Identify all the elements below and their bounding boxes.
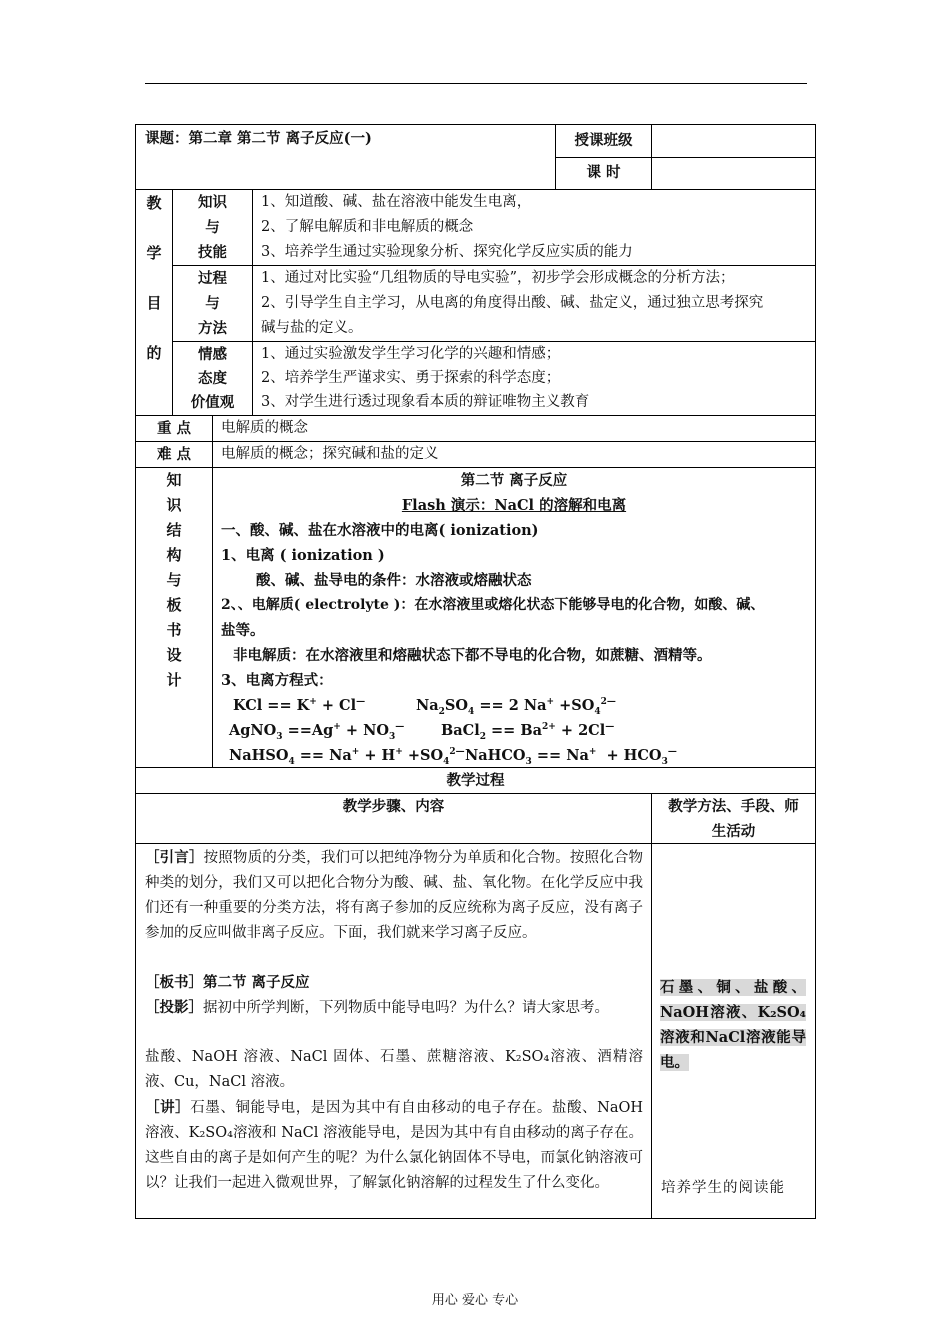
board-tag: ［板书］ bbox=[145, 974, 203, 991]
difficulty-label: 难 点 bbox=[156, 446, 192, 463]
conductive-answer bbox=[660, 975, 806, 1075]
board-line-equations-title: 3、电离方程式： bbox=[221, 672, 333, 689]
objectives-char-3: 目 bbox=[146, 294, 162, 312]
projection-text: 据初中所学判断，下列物质中能导电吗？为什么？请大家思考。 bbox=[203, 1000, 609, 1016]
lesson-title: 课题：第二章 第二节 离子反应(一) bbox=[145, 130, 372, 147]
board-line-electrolyte: 2、、电解质( electrolyte )：在水溶液里或熔化状态下能够导电的化合物，如酸、碱、 bbox=[221, 597, 765, 613]
attitude-label-2: 态度 bbox=[198, 370, 227, 387]
equation-agno3: AgNO$_3$ $==Ag^+ + NO_3^—$ bbox=[229, 722, 405, 742]
board-line-nonelectrolyte: 非电解质：在水溶液里和熔融状态下都不导电的化合物，如蔗糖、酒精等。 bbox=[233, 647, 712, 664]
board-paragraph bbox=[145, 970, 643, 995]
equation-nahso4: NaHSO$_4$ == $Na^+ + H^+ +SO_4^{2—}$ bbox=[229, 747, 465, 767]
intro-text: 按照物质的分类，我们可以把纯净物分为单质和化合物。按照化合物种类的划分，我们又可以把化合物分为酸、碱、盐、氧化物。在化学反应中我们还有一种重要的分类方法，将有离子参加的反应统称为离子反应，没有离子参加的反应叫做非离子反应。下面，我们就来学习离子反应。 bbox=[145, 850, 644, 941]
board-char-9: 计 bbox=[166, 671, 182, 689]
knowledge-line-3: 3、培养学生通过实验现象分析、探究化学反应实质的能力 bbox=[261, 244, 633, 260]
talk-paragraph bbox=[145, 1095, 643, 1196]
class-label: 授课班级 bbox=[574, 132, 633, 149]
key-point-label: 重 点 bbox=[156, 420, 192, 437]
board-char-7: 书 bbox=[166, 621, 182, 639]
process-title: 教学过程 bbox=[446, 772, 505, 789]
projection-tag: ［投影］ bbox=[145, 999, 203, 1016]
board-char-2: 识 bbox=[166, 496, 182, 514]
objectives-char-1: 教 bbox=[146, 194, 162, 212]
steps-header: 教学步骤、内容 bbox=[342, 798, 445, 815]
period-value-cell bbox=[651, 157, 816, 190]
board-char-8: 设 bbox=[166, 646, 182, 664]
projection-paragraph bbox=[145, 995, 643, 1021]
talk-text: 石墨、铜能导电，是因为其中有自由移动的电子存在。盐酸、NaOH 溶液、K₂SO₄溶液和 NaCl 溶液能导电，是因为其中有自由移动的离子存在。这些自由的离子是如何产生的呢？为什么氯化钠固体不导电，而氯化钠溶液可以？让我们一起进入微观世界，了解氯化钠溶解的过程发生了什么变化。 bbox=[145, 1100, 643, 1191]
board-line-condition: 酸、碱、盐导电的条件：水溶液或熔融状态 bbox=[256, 572, 532, 589]
knowledge-label-2: 与 bbox=[205, 219, 220, 236]
reading-note: 培养学生的阅读能 bbox=[661, 1180, 785, 1196]
process-line-2: 2、引导学生自主学习，从电离的角度得出酸、碱、盐定义，通过独立思考探究 bbox=[261, 295, 764, 311]
conductive-answer-text: 石墨、铜、盐酸、NaOH溶液、K₂SO₄溶液和NaCl溶液能导电。 bbox=[660, 979, 806, 1071]
process-line-3: 碱与盐的定义。 bbox=[261, 320, 363, 336]
substance-list: 盐酸、NaOH 溶液、NaCl 固体、石墨、蔗糖溶液、K₂SO₄溶液、酒精溶液、Cu，NaCl 溶液。 bbox=[145, 1049, 643, 1090]
methods-header-2: 生活动 bbox=[711, 823, 756, 840]
equation-bacl2: BaCl$_2$ == $Ba^{2+} + 2Cl^—$ bbox=[441, 722, 615, 742]
board-char-6: 板 bbox=[166, 596, 182, 614]
process-label-1: 过程 bbox=[198, 270, 227, 287]
methods-header-1: 教学方法、手段、师 bbox=[668, 798, 799, 815]
equation-na2so4: $Na_2SO_4 == 2$ $Na^+ +SO_4^{2—}$ bbox=[416, 697, 616, 717]
knowledge-line-2: 2、了解电解质和非电解质的概念 bbox=[261, 219, 474, 235]
attitude-line-1: 1、通过实验激发学生学习化学的兴趣和情感； bbox=[261, 346, 561, 362]
talk-tag: ［讲］ bbox=[145, 1099, 191, 1116]
knowledge-label-3: 技能 bbox=[198, 244, 227, 261]
attitude-label-1: 情感 bbox=[198, 346, 227, 363]
board-text: 第二节 离子反应 bbox=[203, 974, 310, 991]
knowledge-label-1: 知识 bbox=[198, 194, 227, 211]
header-rule bbox=[145, 83, 807, 84]
board-line-ionization: 一、酸、碱、盐在水溶液中的电离( ionization) bbox=[221, 522, 539, 539]
board-line-ionization-def: 1、电离 ( ionization ) bbox=[221, 547, 385, 564]
period-label: 课 时 bbox=[586, 164, 621, 181]
key-point-value: 电解质的概念 bbox=[221, 420, 308, 436]
class-value-cell bbox=[651, 124, 816, 158]
objectives-char-4: 的 bbox=[146, 344, 162, 362]
equation-nahco3: NaHCO$_3$ == $Na^+ + HCO_3^—$ bbox=[465, 747, 677, 767]
board-char-5: 与 bbox=[166, 571, 182, 589]
board-line-electrolyte-2: 盐等。 bbox=[221, 622, 265, 639]
intro-paragraph bbox=[145, 845, 643, 946]
board-title: 第二节 离子反应 bbox=[460, 472, 568, 489]
board-char-3: 结 bbox=[166, 521, 182, 539]
board-char-4: 构 bbox=[166, 546, 182, 564]
difficulty-value: 电解质的概念；探究碱和盐的定义 bbox=[221, 446, 439, 462]
equation-kcl: KCl == K+ + Cl— bbox=[233, 697, 366, 714]
process-line-1: 1、通过对比实验“几组物质的导电实验”，初步学会形成概念的分析方法； bbox=[261, 270, 735, 286]
board-char-1: 知 bbox=[166, 471, 182, 489]
knowledge-line-1: 1、知道酸、碱、盐在溶液中能发生电离， bbox=[261, 194, 532, 210]
attitude-line-3: 3、对学生进行透过现象看本质的辩证唯物主义教育 bbox=[261, 394, 590, 410]
attitude-label-3: 价值观 bbox=[190, 394, 235, 411]
attitude-line-2: 2、培养学生严谨求实、勇于探索的科学态度； bbox=[261, 370, 561, 386]
process-label-2: 与 bbox=[205, 295, 220, 312]
intro-tag: ［引言］ bbox=[145, 849, 204, 866]
board-flash: Flash 演示：NaCl 的溶解和电离 bbox=[401, 497, 627, 514]
objectives-char-2: 学 bbox=[146, 244, 162, 262]
process-label-3: 方法 bbox=[198, 320, 227, 337]
page-footer: 用心 爱心 专心 bbox=[431, 1293, 519, 1308]
